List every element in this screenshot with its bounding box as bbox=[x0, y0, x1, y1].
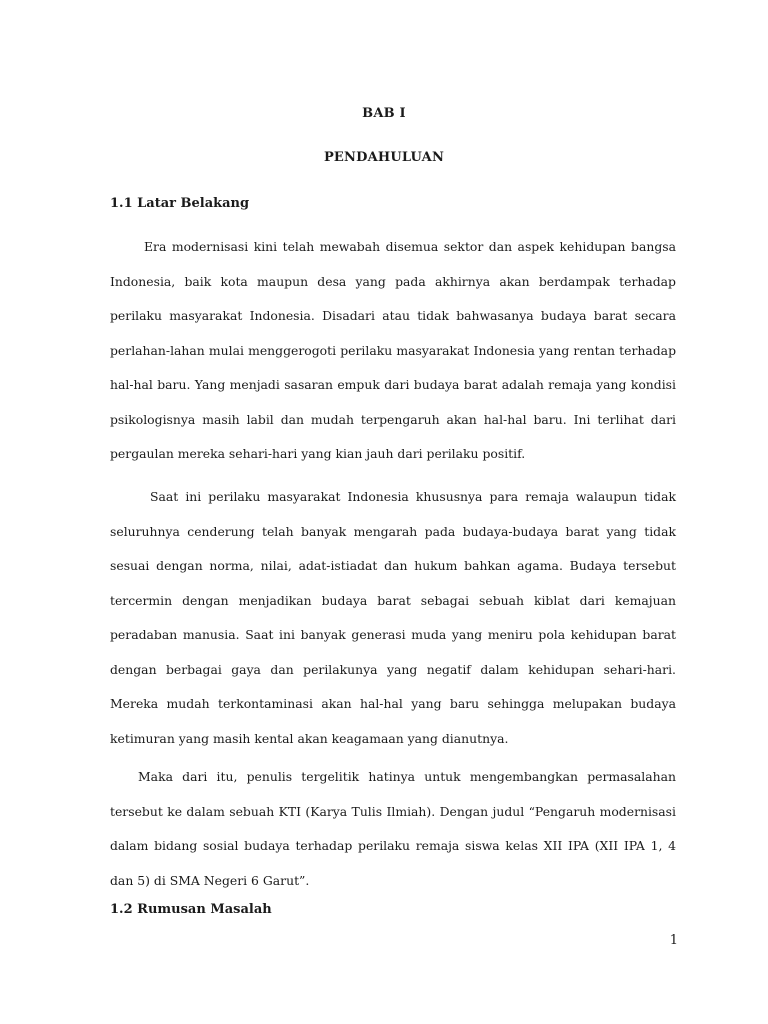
chapter-title: PENDAHULUAN bbox=[323, 150, 445, 165]
paragraph-3: Maka dari itu, penulis tergelitik hatinya untuk mengembangkan permasalahan tersebut ke dalam sebuah KTI (Karya Tulis Ilmiah). Dengan judul “Pengaruh modernisasi dalam bidang sosial budaya terhadap perilaku remaja siswa kelas XII IPA (XII IPA 1, 4 dan 5) di SMA Negeri 6 Garut”. bbox=[110, 769, 676, 888]
paragraph-2: Saat ini perilaku masyarakat Indonesia khususnya para remaja walaupun tidak seluruhnya cenderung telah banyak mengarah pada budaya-budaya barat yang tidak sesuai dengan norma, nilai, adat-istiadat dan hukum bahkan agama. Budaya tersebut tercermin dengan menjadikan budaya barat sebagai sebuah kiblat dari kemajuan peradaban manusia. Saat ini banyak generasi muda yang meniru pola kehidupan barat dengan berbagai gaya dan perilakunya yang negatif dalam kehidupan sehari-hari. Mereka mudah terkontaminasi akan hal-hal yang baru sehingga melupakan budaya ketimuran yang masih kental akan keagamaan yang dianutnya. bbox=[110, 489, 676, 746]
paragraph-1: Era modernisasi kini telah mewabah disemua sektor dan aspek kehidupan bangsa Indonesia, baik kota maupun desa yang pada akhirnya akan berdampak terhadap perilaku masyarakat Indonesia. Disadari atau tidak bahwasanya budaya barat secara perlahan-lahan mulai menggerogoti perilaku masyarakat Indonesia yang rentan terhadap hal-hal baru. Yang menjadi sasaran empuk dari budaya barat adalah remaja yang kondisi psikologisnya masih labil dan mudah terpengaruh akan hal-hal baru. Ini terlihat dari pergaulan mereka sehari-hari yang kian jauh dari perilaku positif. bbox=[110, 239, 676, 461]
section-title-rumusan-masalah: 1.2 Rumusan Masalah bbox=[110, 902, 272, 917]
page-number: 1 bbox=[669, 933, 678, 948]
chapter-heading: BAB I bbox=[362, 106, 406, 121]
section-title-latar-belakang: 1.1 Latar Belakang bbox=[110, 196, 250, 211]
